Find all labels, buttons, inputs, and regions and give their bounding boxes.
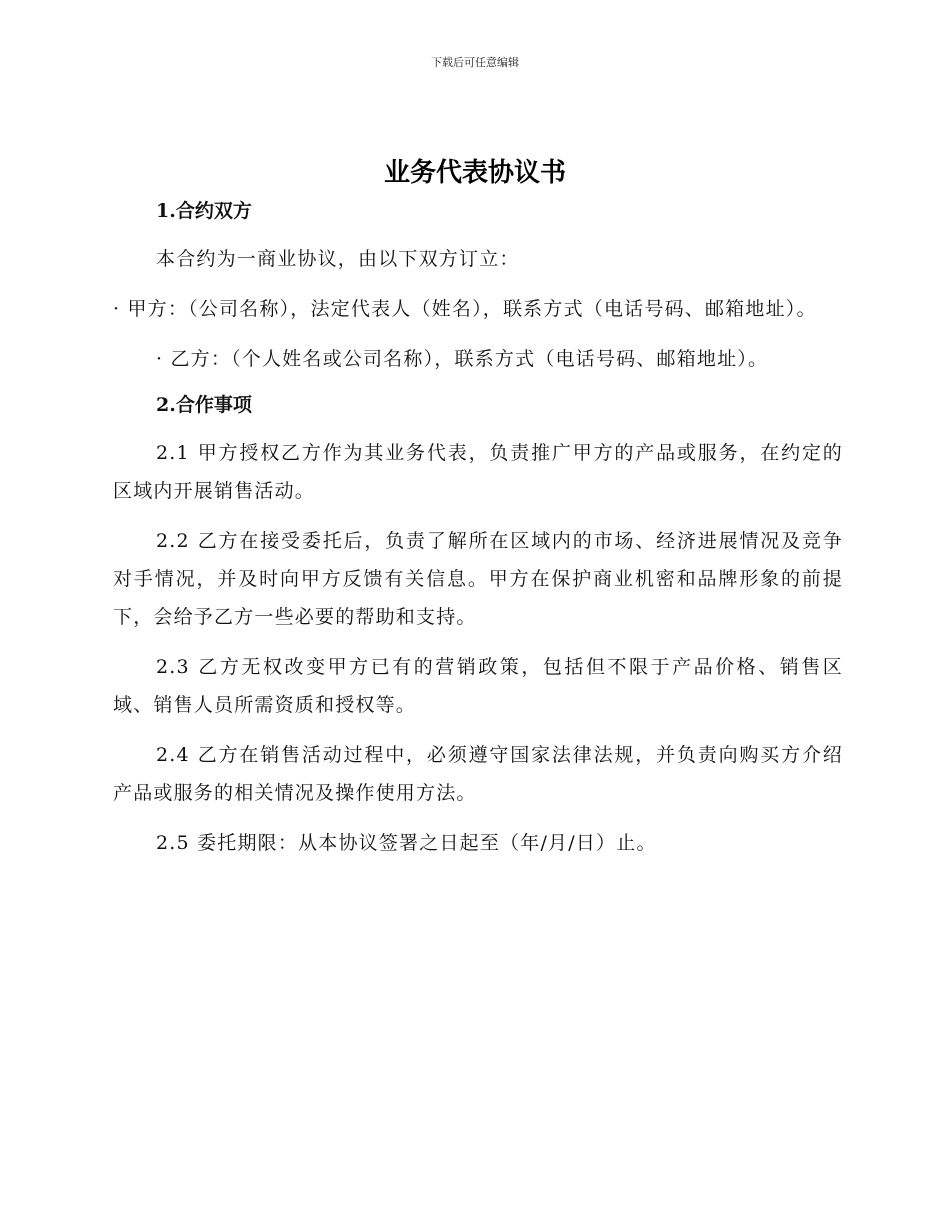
paragraph-clause-2-1: 2.1 甲方授权乙方作为其业务代表，负责推广甲方的产品或服务，在约定的区域内开展销售活动。 [113, 442, 843, 502]
paragraph-clause-2-2: 2.2 乙方在接受委托后，负责了解所在区域内的市场、经济进展情况及竞争对手情况，并及时向甲方反馈有关信息。甲方在保护商业机密和品牌形象的前提下，会给予乙方一些必要的帮助和支持。 [113, 530, 843, 628]
paragraph-clause-2-4: 2.4 乙方在销售活动过程中，必须遵守国家法律法规，并负责向购买方介绍产品或服务的相关情况及操作使用方法。 [113, 744, 843, 804]
document-body [113, 196, 843, 862]
paragraph-clause-2-3: 2.3 乙方无权改变甲方已有的营销政策，包括但不限于产品价格、销售区域、销售人员所需资质和授权等。 [113, 656, 843, 716]
header-note: 下载后可任意编辑 [431, 56, 519, 69]
document-title: 业务代表协议书 [383, 158, 566, 188]
paragraph-intro: 本合约为一商业协议，由以下双方订立： [156, 248, 520, 270]
paragraph-clause-2-5: 2.5 委托期限：从本协议签署之日起至（年/月/日）止。 [156, 832, 657, 854]
section-heading-cooperation: 2.合作事项 [156, 394, 252, 416]
paragraph-party-b: · 乙方：（个人姓名或公司名称），联系方式（电话号码、邮箱地址）。 [156, 348, 769, 370]
paragraph-party-a: · 甲方：（公司名称），法定代表人（姓名），联系方式（电话号码、邮箱地址）。 [113, 298, 817, 320]
section-heading-parties: 1.合约双方 [156, 200, 252, 222]
